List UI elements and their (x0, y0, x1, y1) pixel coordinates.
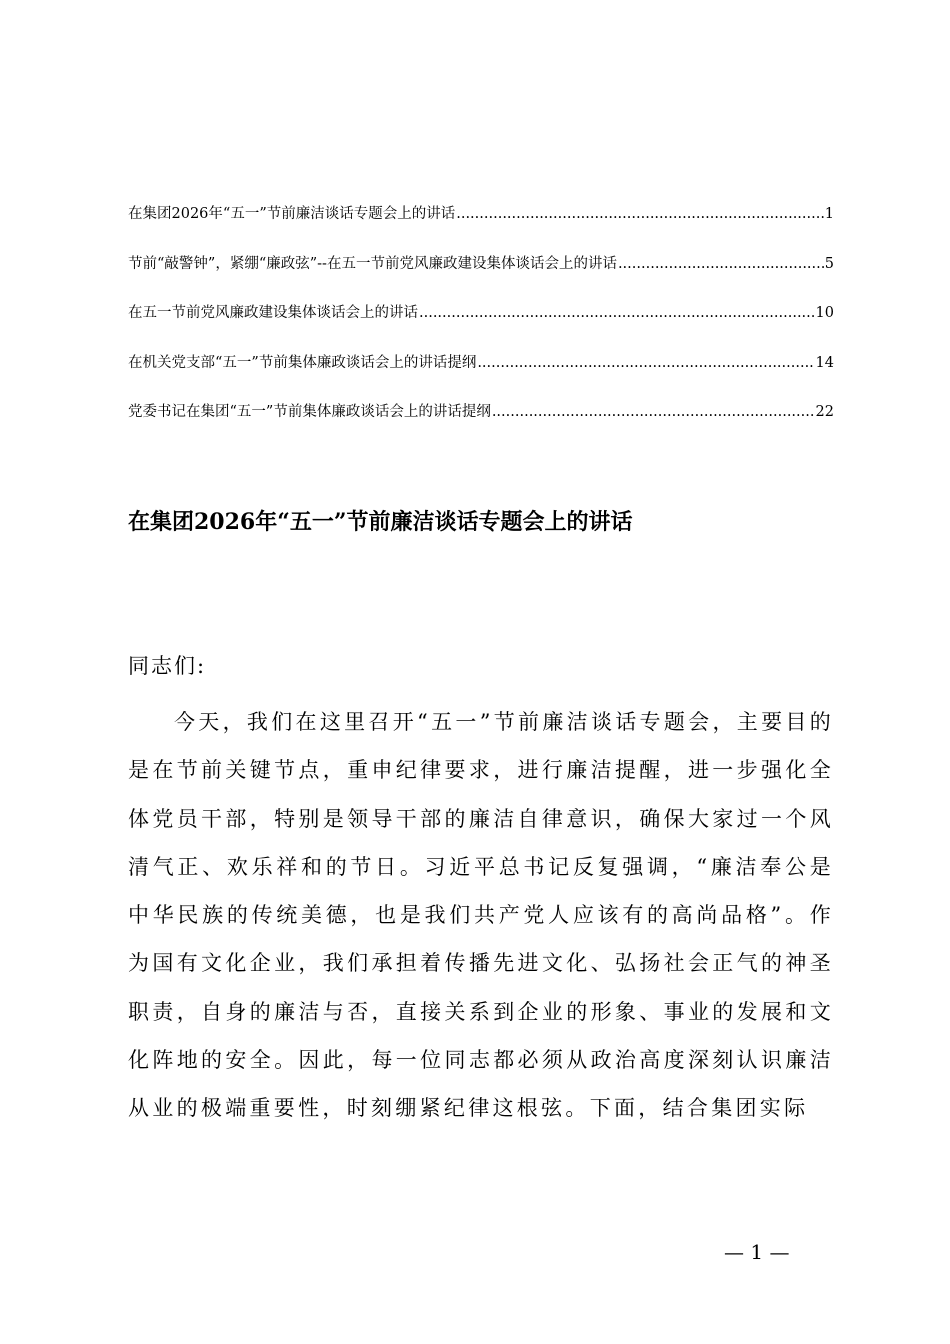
toc-entry-title: 在集团2026年“五一”节前廉洁谈话专题会上的讲话 (128, 206, 456, 222)
toc-entry[interactable] (128, 400, 834, 450)
toc-leader-dots (618, 256, 824, 272)
toc-leader-dots (419, 305, 815, 321)
toc-entry-title: 在五一节前党风廉政建设集体谈话会上的讲话 (128, 305, 418, 321)
toc-entry-page: 1 (824, 206, 834, 222)
toc-leader-dots (492, 404, 815, 420)
toc-entry-title: 在机关党支部“五一”节前集体廉政谈话会上的讲话提纲 (128, 354, 477, 371)
toc-entry[interactable] (128, 252, 834, 302)
toc-entry-title: 节前“敲警钟”，紧绷“廉政弦”--在五一节前党风廉政建设集体谈话会上的讲话 (128, 255, 617, 272)
page-number: — 1 — (724, 1240, 790, 1264)
toc-entry-title: 党委书记在集团“五一”节前集体廉政谈话会上的讲话提纲 (128, 404, 491, 420)
toc-entry[interactable] (128, 301, 834, 351)
toc-entry[interactable] (128, 202, 834, 252)
toc-entry[interactable] (128, 351, 834, 401)
toc-entry-page: 14 (815, 354, 834, 371)
toc-leader-dots (456, 206, 824, 222)
toc-entry-page: 5 (824, 255, 834, 272)
toc-entry-page: 22 (815, 404, 834, 420)
document-heading: 在集团2026年“五一”节前廉洁谈话专题会上的讲话 (128, 509, 633, 535)
salutation: 同志们: (128, 654, 207, 678)
toc-leader-dots (477, 355, 814, 371)
toc-entry-page: 10 (815, 305, 834, 321)
body-paragraph: 今天，我们在这里召开“五一”节前廉洁谈话专题会，主要目的是在节前关键节点，重申纪律要求，进行廉洁提醒，进一步强化全体党员干部，特别是领导干部的廉洁自律意识，确保大家过一个风清气正、欢乐祥和的节日。习近平总书记反复强调，“廉洁奉公是中华民族的传统美德，也是我们共产党人应该有的高尚品格”。作为国有文化企业，我们承担着传播先进文化、弘扬社会正气的神圣职责，自身的廉洁与否，直接关系到企业的形象、事业的发展和文化阵地的安全。因此，每一位同志都必须从政治高度深刻认识廉洁从业的极端重要性，时刻绷紧纪律这根弦。下面，结合集团实际 (128, 710, 834, 1121)
table-of-contents (128, 202, 834, 450)
